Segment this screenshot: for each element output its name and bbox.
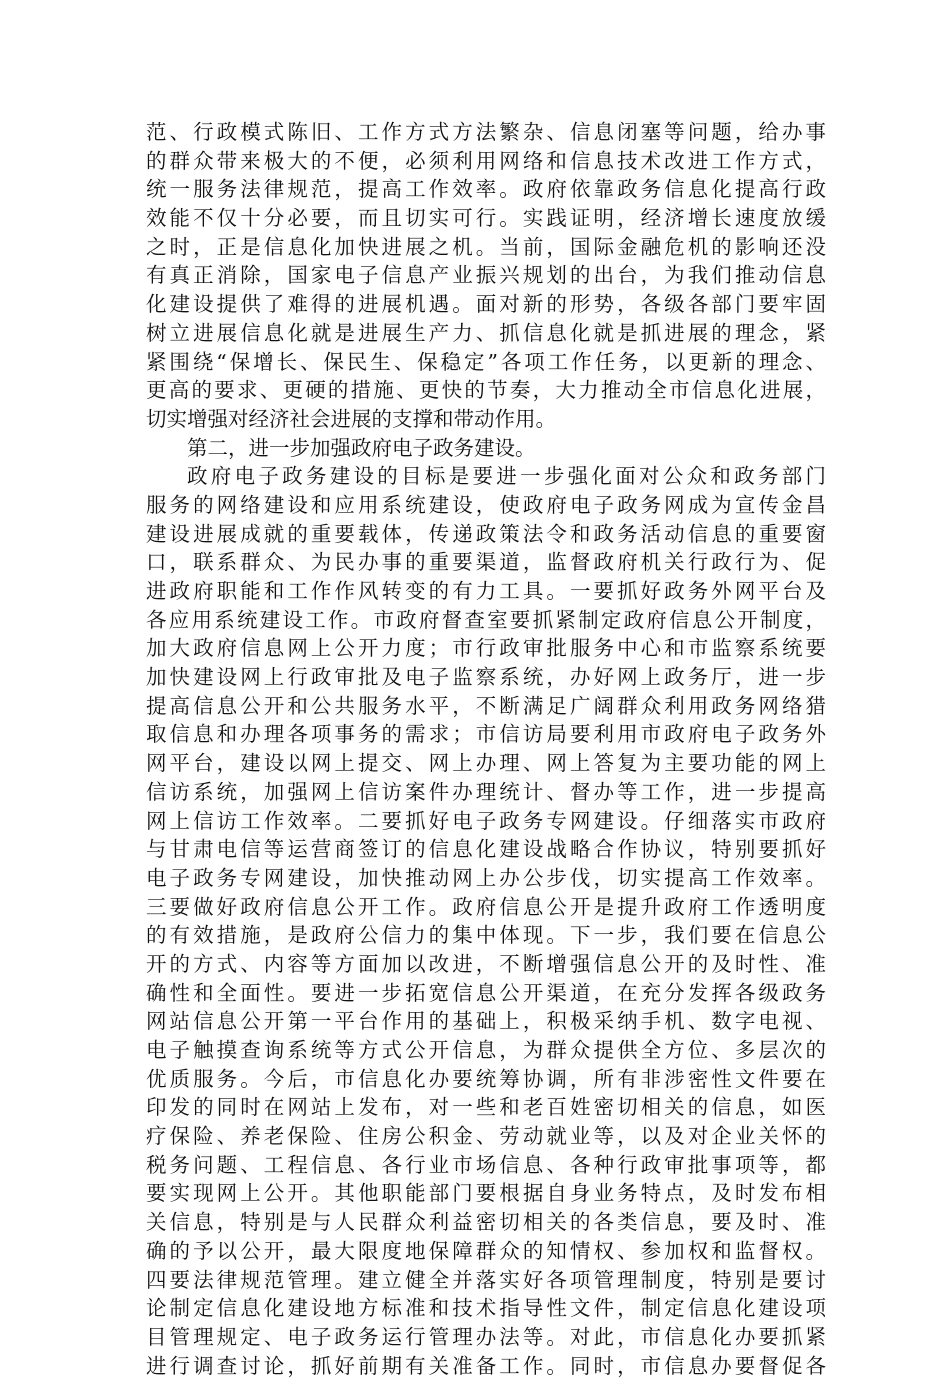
text-line: 三要做好政府信息公开工作。政府信息公开是提升政府工作透明度 bbox=[146, 894, 826, 919]
paragraph-end-line: 切实增强对经济社会进展的支撑和带动作用。 bbox=[146, 406, 556, 431]
text-line: 口，联系群众、为民办事的重要渠道，监督政府机关行政行为、促 bbox=[146, 550, 826, 575]
text-line: 网站信息公开第一平台作用的基础上，积极采纳手机、数字电视、 bbox=[146, 1009, 826, 1034]
text-line: 更高的要求、更硬的措施、更快的节奏，大力推动全市信息化进展， bbox=[146, 378, 826, 403]
text-line: 论制定信息化建设地方标准和技术指导性文件，制定信息化建设项 bbox=[146, 1296, 826, 1321]
text-line: 确性和全面性。要进一步拓宽信息公开渠道，在充分发挥各级政务 bbox=[146, 980, 826, 1005]
text-line: 网平台，建设以网上提交、网上办理、网上答复为主要功能的网上 bbox=[146, 751, 826, 776]
text-line: 进行调查讨论，抓好前期有关准备工作。同时，市信息办要督促各 bbox=[146, 1353, 826, 1378]
text-line: 电子政务专网建设，加快推动网上办公步伐，切实提高工作效率。 bbox=[146, 865, 826, 890]
text-line: 确的予以公开，最大限度地保障群众的知情权、参加权和监督权。 bbox=[146, 1238, 826, 1263]
text-line: 统一服务法律规范，提高工作效率。政府依靠政务信息化提高行政 bbox=[146, 177, 826, 202]
text-line: 范、行政模式陈旧、工作方式方法繁杂、信息闭塞等问题，给办事 bbox=[146, 120, 826, 144]
text-line: 要实现网上公开。其他职能部门要根据自身业务特点，及时发布相 bbox=[146, 1181, 826, 1206]
text-line: 目管理规定、电子政务运行管理办法等。对此，市信息化办要抓紧 bbox=[146, 1324, 826, 1349]
text-line: 之时，正是信息化加快进展之机。当前，国际金融危机的影响还没 bbox=[146, 234, 826, 259]
text-line: 加快建设网上行政审批及电子监察系统，办好网上政务厅，进一步 bbox=[146, 665, 826, 690]
body-text bbox=[146, 118, 826, 1380]
text-line: 信访系统，加强网上信访案件办理统计、督办等工作，进一步提高 bbox=[146, 779, 826, 804]
text-line: 与甘肃电信等运营商签订的信息化建设战略合作协议，特别要抓好 bbox=[146, 837, 826, 862]
text-line: 各应用系统建设工作。市政府督查室要抓紧制定政府信息公开制度， bbox=[146, 607, 826, 632]
text-line: 优质服务。今后，市信息化办要统筹协调，所有非涉密性文件要在 bbox=[146, 1066, 826, 1091]
text-line: 提高信息公开和公共服务水平，不断满足广阔群众利用政务网络猎 bbox=[146, 693, 826, 718]
text-line: 紧围绕“保增长、保民生、保稳定”各项工作任务，以更新的理念、 bbox=[146, 349, 826, 374]
text-line: 的群众带来极大的不便，必须利用网络和信息技术改进工作方式， bbox=[146, 148, 826, 173]
text-line: 服务的网络建设和应用系统建设，使政府电子政务网成为宣传金昌 bbox=[146, 492, 826, 517]
text-line: 印发的同时在网站上发布，对一些和老百姓密切相关的信息，如医 bbox=[146, 1095, 826, 1120]
text-line: 进政府职能和工作作风转变的有力工具。一要抓好政务外网平台及 bbox=[146, 579, 826, 603]
text-line: 税务问题、工程信息、各行业市场信息、各种行政审批事项等，都 bbox=[146, 1152, 826, 1177]
text-line: 关信息，特别是与人民群众利益密切相关的各类信息，要及时、准 bbox=[146, 1210, 826, 1235]
text-line: 建设进展成就的重要载体，传递政策法令和政务活动信息的重要窗 bbox=[146, 521, 826, 546]
text-line: 四要法律规范管理。建立健全并落实好各项管理制度，特别是要讨 bbox=[146, 1267, 826, 1292]
text-line: 电子触摸查询系统等方式公开信息，为群众提供全方位、多层次的 bbox=[146, 1038, 826, 1062]
text-line: 开的方式、内容等方面加以改进，不断增强信息公开的及时性、准 bbox=[146, 951, 826, 976]
text-line: 效能不仅十分必要，而且切实可行。实践证明，经济增长速度放缓 bbox=[146, 206, 826, 231]
text-line: 网上信访工作效率。二要抓好电子政务专网建设。仔细落实市政府 bbox=[146, 808, 826, 833]
section-heading: 第二，进一步加强政府电子政务建设。 bbox=[187, 435, 536, 460]
text-line: 取信息和办理各项事务的需求；市信访局要利用市政府电子政务外 bbox=[146, 722, 826, 747]
text-line: 化建设提供了难得的进展机遇。面对新的形势，各级各部门要牢固 bbox=[146, 292, 826, 317]
paragraph-first-line: 政府电子政务建设的目标是要进一步强化面对公众和政务部门 bbox=[187, 464, 826, 489]
text-line: 疗保险、养老保险、住房公积金、劳动就业等，以及对企业关怀的 bbox=[146, 1124, 826, 1149]
text-line: 树立进展信息化就是进展生产力、抓信息化就是抓进展的理念，紧 bbox=[146, 320, 826, 345]
text-line: 加大政府信息网上公开力度；市行政审批服务中心和市监察系统要 bbox=[146, 636, 826, 661]
text-line: 的有效措施，是政府公信力的集中体现。下一步，我们要在信息公 bbox=[146, 923, 826, 948]
text-line: 有真正消除，国家电子信息产业振兴规划的出台，为我们推动信息 bbox=[146, 263, 826, 288]
